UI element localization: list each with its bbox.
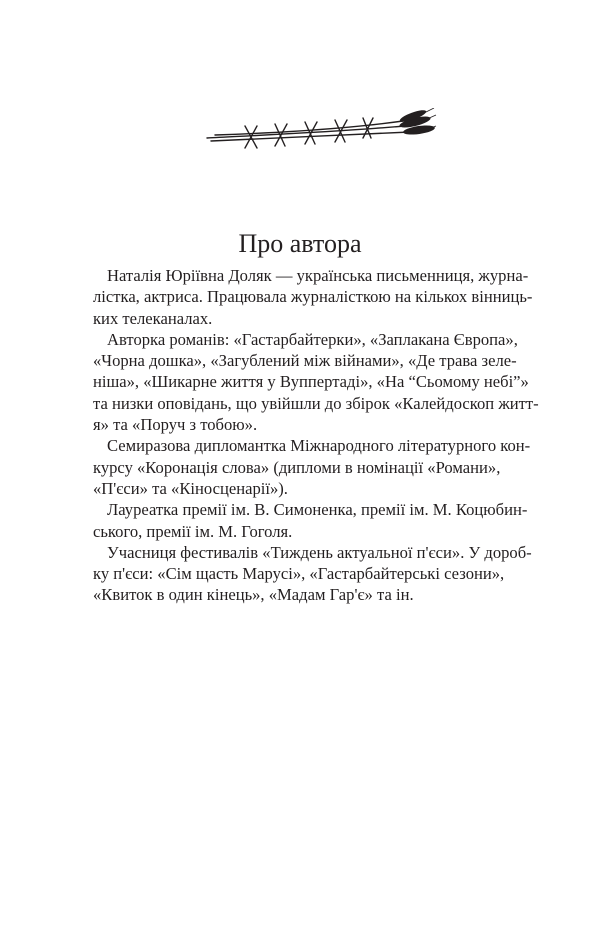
text-line: Учасниця фестивалів «Тиждень актуальної п'єси». У дороб- xyxy=(107,542,532,562)
text-line: ку п'єси: «Сім щасть Марусі», «Гастарбайтерські сезони», xyxy=(93,564,505,584)
text-line: «Квиток в один кінець», «Мадам Гар'є» та ін. xyxy=(93,585,414,605)
bio-paragraph xyxy=(93,499,600,542)
text-line: Авторка романів: «Гастарбайтерки», «Заплакана Європа», xyxy=(107,329,518,349)
bio-paragraph xyxy=(93,265,600,329)
wheat-ears-ornament-icon xyxy=(205,108,437,158)
text-line: курсу «Коронація слова» (дипломи в номінації «Романи», xyxy=(93,457,501,477)
text-line: «П'єси» та «Кіносценарії»). xyxy=(93,478,288,498)
text-line: Лауреатка премії ім. В. Симоненка, премії ім. М. Коцюбин- xyxy=(107,500,528,520)
bio-paragraph xyxy=(93,435,600,499)
text-line: «Чорна дошка», «Загублений між війнами», «Де трава зеле- xyxy=(93,351,517,371)
text-line: ких телеканалах. xyxy=(93,308,213,328)
text-line: ського, премії ім. М. Гоголя. xyxy=(93,521,293,541)
text-line: ніша», «Шикарне життя у Вуппертаді», «На “Сьомому небі”» xyxy=(93,372,529,392)
text-line: Семиразова дипломантка Міжнародного літературного кон- xyxy=(107,436,531,456)
text-line: я» та «Поруч з тобою». xyxy=(93,415,258,435)
author-bio xyxy=(93,265,600,606)
text-line: Наталія Юріївна Доляк — українська письменниця, журна- xyxy=(107,266,529,285)
bio-paragraph xyxy=(93,542,600,606)
text-line: лістка, актриса. Працювала журналісткою на кількох вінниць- xyxy=(93,287,533,307)
bio-paragraph xyxy=(93,329,600,435)
text-line: та низки оповідань, що увійшли до збірок «Калейдоскоп житт- xyxy=(93,393,539,413)
page-title: Про автора xyxy=(238,229,362,258)
